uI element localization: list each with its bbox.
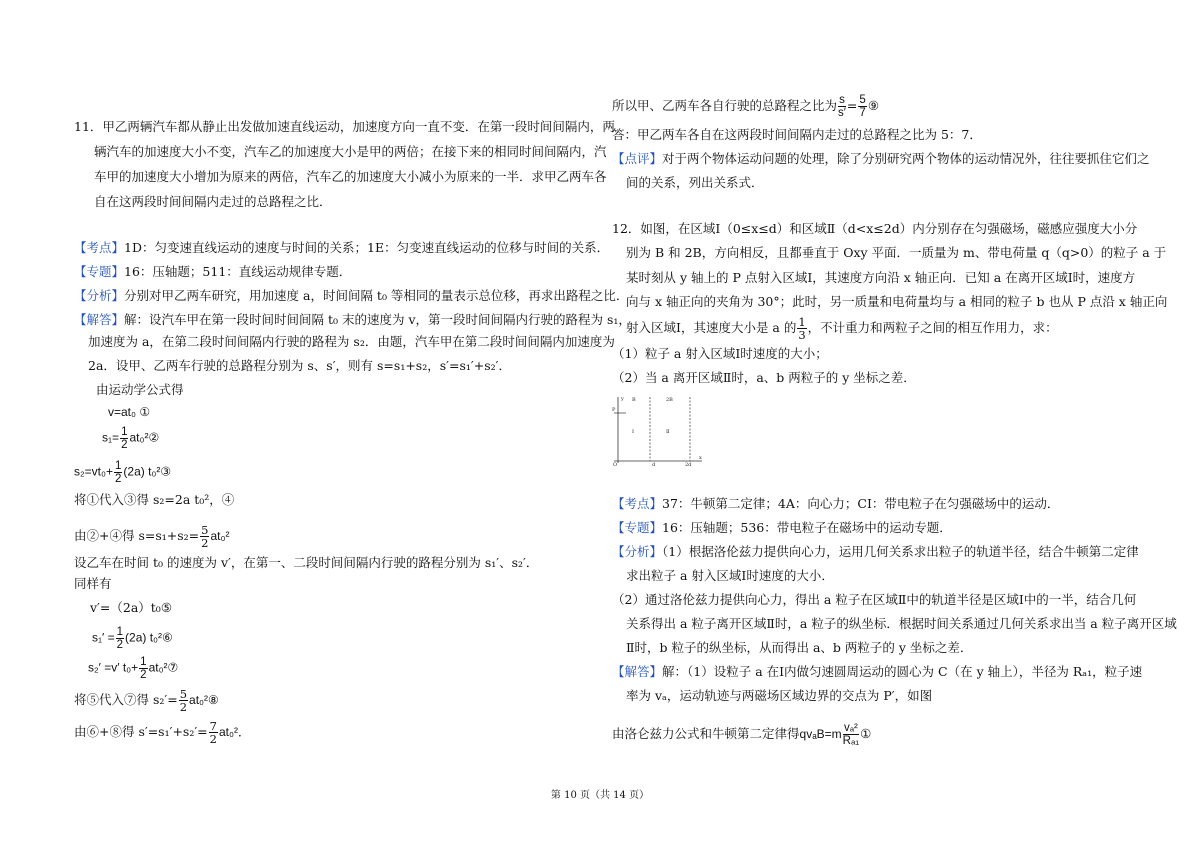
label-x: x [699,455,702,461]
jieda-line-r1: 解：（1）设粒子 a 在Ⅰ内做匀速圆周运动的圆心为 C（在 y 轴上），半径为 R [662,664,1083,679]
label-y: y [621,396,624,402]
zhuanti-row-2 [612,520,952,536]
kaodian-text: 1D：匀变速直线运动的速度与时间的关系；1E：匀变速直线运动的位移与时间的关系． [124,240,610,255]
line-tongyang: 同样有 [74,576,112,591]
equation-7: s₁′ = $\frac{1}{2}$ (2a) t₀²⑥ [92,626,173,651]
equation-9: 将⑤代入⑦得 s₂′= $\frac{5}{2}$ at₀²⑧ [74,687,219,714]
q12-line-2: 别为 B 和 2B，方向相反，且都垂直于 Oxy 平面．一质量为 m、带电荷量 q（q>0）的粒子 a 于 [626,245,1167,260]
dianping-text: 对于两个物体运动问题的处理，除了分别研究两个物体的运动情况外，往往要抓住它们之 [662,151,1150,166]
kaodian-tag-2: 【考点】 [612,496,663,511]
zhuanti-text-2: 16：压轴题；536：带电粒子在磁场中的运动专题． [662,520,952,535]
frac-half: $\frac{1}{2}$ [116,626,124,651]
line-yi: 设乙车在时间 t₀ 的速度为 v′，在第一、二段时间间隔内行驶的路程分别为 s₁′、s₂′． [74,555,539,570]
frac-five-half: $\frac{5}{2}$ [201,523,209,550]
q12-line-5: 射入区域Ⅰ，其速度大小是 a 的 $\frac{1}{3}$ ，不计重力和两粒子之间的相互作用力，求： [626,315,1058,342]
equation-5: 由②+④得 s=s₁+s₂= $\frac{5}{2}$ at₀² [74,523,230,550]
kaodian-row-2 [612,496,1059,512]
jieda-tag-2: 【解答】 [612,664,663,679]
zhuanti-tag-2: 【专题】 [612,520,663,535]
frac-v-squared-over-r: $\frac{\text{vₐ²}}{\text{Rₐ₁}}$ [842,722,860,747]
frac-five-half: $\frac{5}{2}$ [179,687,188,714]
label-2b: 2B [666,397,673,403]
frac-s-ratio: $\frac{s}{s'}$ [838,94,846,119]
equation-4: 将①代入③得 s₂=2a t₀²，④ [74,492,235,507]
dianping-row [612,151,1150,167]
magnetic-field-diagram [612,395,704,467]
label-region-1: Ⅰ [632,429,634,435]
jieda-line-2: 加速度为 a，在第二段时间间隔内行驶的路程为 s₂．由题，汽车甲在第二段时间间隔内加速度为 [88,334,615,349]
q12-line-3: 某时刻从 y 轴上的 P 点射入区域Ⅰ，其速度方向沿 x 轴正向．已知 a 在离开区域Ⅰ时，速度方 [626,270,1136,285]
sub-question-1: （1）粒子 a 射入区域Ⅰ时速度的大小； [612,346,828,361]
zhuanti-row [74,264,351,280]
q12-line-4: 向与 x 轴正向的夹角为 30°；此时，另一质量和电荷量均与 a 相同的粒子 b 也从 P 点沿 x 轴正向 [626,294,1168,309]
frac-one-third: $\frac{1}{3}$ [798,315,806,342]
label-2d: 2d [685,462,692,467]
page-footer: 第 10 页（共 14 页） [550,790,650,801]
ratio-line: 所以甲、乙两车各自行驶的总路程之比为 $\frac{s}{s'}$ = $\frac{5}{7}$ ⑨ [612,94,880,119]
frac-half: $\frac{1}{2}$ [115,460,122,485]
kaodian-row [74,240,609,256]
frac-seven-half: $\frac{7}{2}$ [209,719,217,746]
jieda-line-r1-tail: ₐ₁，粒子速 [1082,664,1143,679]
label-b: B [632,397,636,403]
jieda-line-4: 由运动学公式得 [96,382,184,397]
dianping-text-2: 间的关系，列出关系式． [626,175,764,190]
fenxi-line-1: （1）根据洛伦兹力提供向心力，运用几何关系求出粒子的轨道半径，结合牛顿第二定律 [662,544,1139,559]
answer-line: 答：甲乙两车各自在这两段时间间隔内走过的总路程之比为 5：7． [612,127,982,142]
fenxi-text: 分别对甲乙两车研究，用加速度 a，时间间隔 t₀ 等相同的量表示总位移，再求出路程之比． [124,288,629,303]
q11-line-2: 辆汽车的加速度大小不变，汽车乙的加速度大小是甲的两倍；在接下来的相同时间间隔内，汽 [94,144,607,159]
q12-line-1: 12．如图，在区域Ⅰ（0≤x≤d）和区域Ⅱ（d<x≤2d）内分别存在匀强磁场，磁感应强度大小分 [612,221,1138,236]
fenxi-tag-2: 【分析】 [612,544,663,559]
jieda-row-2 [612,664,1142,680]
fenxi-line-5: Ⅱ时，b 粒子的纵坐标，从而得出 a、b 两粒子的 y 坐标之差． [626,640,973,655]
dianping-tag: 【点评】 [612,151,663,166]
label-region-2: Ⅱ [666,429,670,435]
fenxi-tag: 【分析】 [74,288,125,303]
lorentz-equation-line: 由洛仑兹力公式和牛顿第二定律得qvₐB=m $\frac{\text{vₐ²}}{\text{Rₐ₁}}$ ① [612,722,872,747]
kaodian-text-2: 37：牛顿第二定律；4A：向心力；CI：带电粒子在匀强磁场中的运动． [662,496,1060,511]
q11-line-4: 自在这两段时间间隔内走过的总路程之比． [94,194,332,209]
label-d: d [652,462,656,467]
fenxi-row-2 [612,544,1139,560]
equation-1: v=at₀ ① [108,405,151,419]
jieda-line-1: 解：设汽车甲在第一段时间时间间隔 t₀ 末的速度为 v，第一段时间间隔内行驶的路程为 s₁， [124,312,631,327]
equation-10: 由⑥+⑧得 s′=s₁′+s₂′= $\frac{7}{2}$ at₀²． [74,719,250,746]
zhuanti-tag: 【专题】 [74,264,125,279]
jieda-line-3: 2a．设甲、乙两车行驶的总路程分别为 s、s′，则有 s=s₁+s₂，s′=s₁′+s₂′． [88,358,511,373]
q11-line-1: 11．甲乙两辆汽车都从静止出发做加速直线运动，加速度方向一直不变．在第一段时间间隔内，两 [74,119,615,134]
equation-6: v′=（2a）t₀⑤ [90,600,173,615]
equation-8: s₂′ =v′ t₀+ $\frac{1}{2}$ at₀²⑦ [88,656,179,681]
equation-3: s₂=vt₀+ $\frac{1}{2}$ (2a) t₀²③ [74,460,172,485]
fenxi-line-4: 关系得出 a 粒子离开区域Ⅱ时，a 粒子的纵坐标．根据时间关系通过几何关系求出当 a 粒子离开区域 [626,616,1177,631]
label-p: P [612,407,616,413]
fenxi-row [74,288,628,304]
frac-five-seven: $\frac{5}{7}$ [859,94,866,119]
fenxi-line-3: （2）通过洛伦兹力提供向心力，得出 a 粒子在区域Ⅱ中的轨道半径是区域Ⅰ中的一半，结合几何 [612,592,1137,607]
q11-line-3: 车甲的加速度大小增加为原来的两倍，汽车乙的加速度大小减小为原来的一半．求甲乙两车各 [94,169,607,184]
jieda-tag: 【解答】 [74,312,125,327]
frac-half: $\frac{1}{2}$ [140,656,147,681]
fenxi-line-2: 求出粒子 a 射入区域Ⅰ时速度的大小． [626,568,834,583]
zhuanti-text: 16：压轴题；511：直线运动规律专题． [124,264,352,279]
equation-2: s₁= $\frac{1}{2}$ at₀²② [102,426,160,451]
jieda-row [74,312,631,328]
frac-half: $\frac{1}{2}$ [121,426,128,451]
jieda-line-r2: 率为 vₐ，运动轨迹与两磁场区域边界的交点为 P′，如图 [626,688,933,703]
label-o: O [613,462,618,467]
kaodian-tag: 【考点】 [74,240,125,255]
sub-question-2: （2）当 a 离开区域Ⅱ时，a、b 两粒子的 y 坐标之差． [612,370,916,385]
